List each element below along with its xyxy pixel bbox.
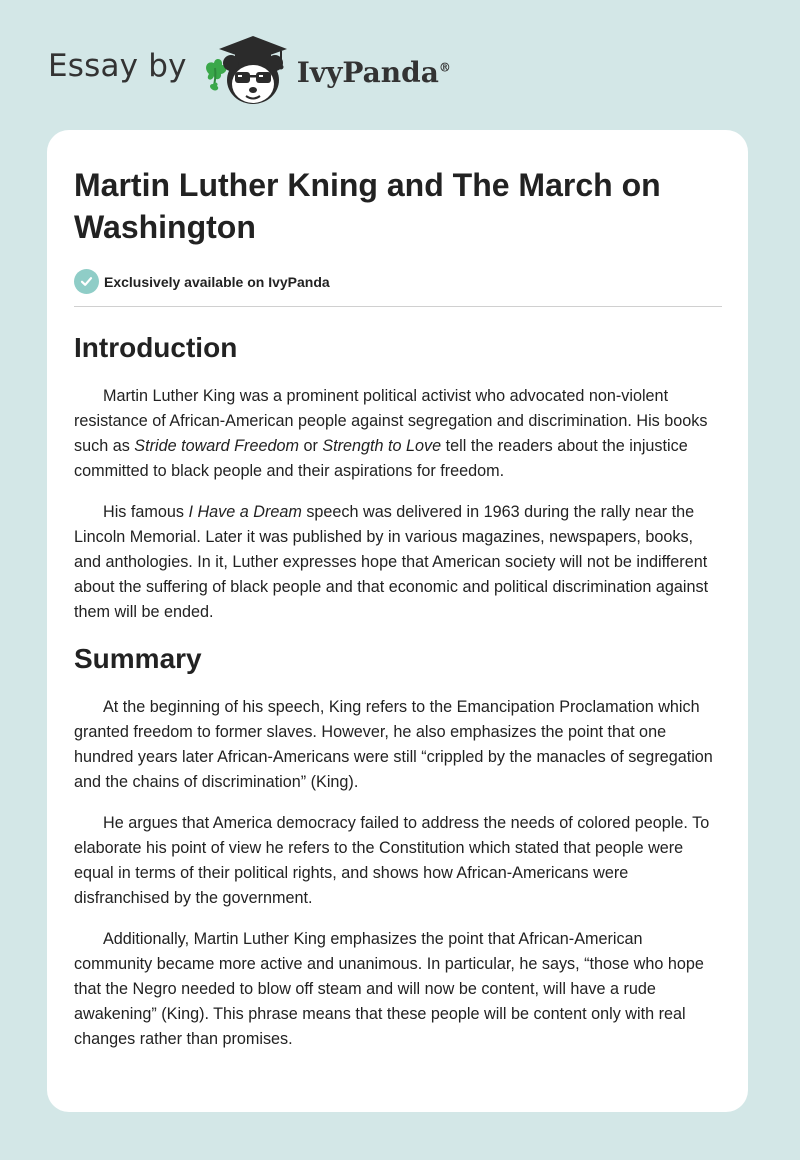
exclusive-badge-text: Exclusively available on IvyPanda — [104, 273, 330, 290]
introduction-paragraph-1 — [74, 384, 722, 484]
ivypanda-brand[interactable] — [297, 56, 451, 89]
brand-name-text: IvyPanda — [296, 55, 439, 89]
book-title-strength-to-love: Strength to Love — [322, 437, 442, 455]
registered-mark: ® — [438, 60, 451, 75]
intro-p1-text-c: or — [298, 437, 323, 455]
title-divider — [74, 306, 722, 307]
intro-p2-text-c: speech was delivered in 1963 during the rally near the Lincoln Memorial. Later it was published by in various magazines, newspapers, books, and anthologies. In it, Luther expresses hope that American society will not be indifferent about the suffering of black people and that economic and political discrimination against them will be ended. — [74, 503, 709, 621]
check-circle-icon — [74, 269, 99, 294]
book-title-stride-toward-freedom: Stride toward Freedom — [134, 437, 299, 455]
summary-paragraph-1: At the beginning of his speech, King refers to the Emancipation Proclamation which granted freedom to former slaves. However, he also emphasizes the point that one hundred years later African-Americans were still “crippled by the manacles of segregation and the chains of discrimination” (King). — [74, 698, 713, 791]
intro-p1-text-e: tell the readers about the injustice committed to black people and their aspirations for freedom. — [74, 437, 688, 480]
essay-card — [47, 130, 748, 1112]
exclusive-badge — [74, 269, 722, 294]
panda-logo-icon[interactable] — [201, 30, 293, 110]
speech-title-i-have-a-dream: I Have a Dream — [188, 503, 302, 521]
essay-by-label: Essay by — [48, 48, 187, 84]
introduction-heading: Introduction — [74, 332, 238, 363]
essay-title: Martin Luther Kning and The March on Washington — [74, 167, 661, 245]
intro-p1-text-a: Martin Luther King was a prominent political activist who advocated non-violent resistance of African-American people against segregation and discrimination. His books such as — [74, 387, 708, 455]
introduction-paragraph-2 — [74, 500, 722, 625]
summary-paragraph-2: He argues that America democracy failed to address the needs of colored people. To elaborate his point of view he refers to the Constitution which stated that people were equal in terms of their political rights, and shows how African-Americans were disfranchised by the government. — [74, 814, 710, 907]
intro-p2-text-a: His famous — [103, 503, 189, 521]
site-header — [48, 30, 451, 110]
summary-paragraph-3: Additionally, Martin Luther King emphasizes the point that African-American community became more active and unanimous. In particular, he says, “those who hope that the Negro needed to blow off steam and will now be content, will have a rude awakening” (King). This phrase means that these people will be content only with real changes rather than promises. — [74, 930, 704, 1048]
summary-heading: Summary — [74, 643, 202, 674]
